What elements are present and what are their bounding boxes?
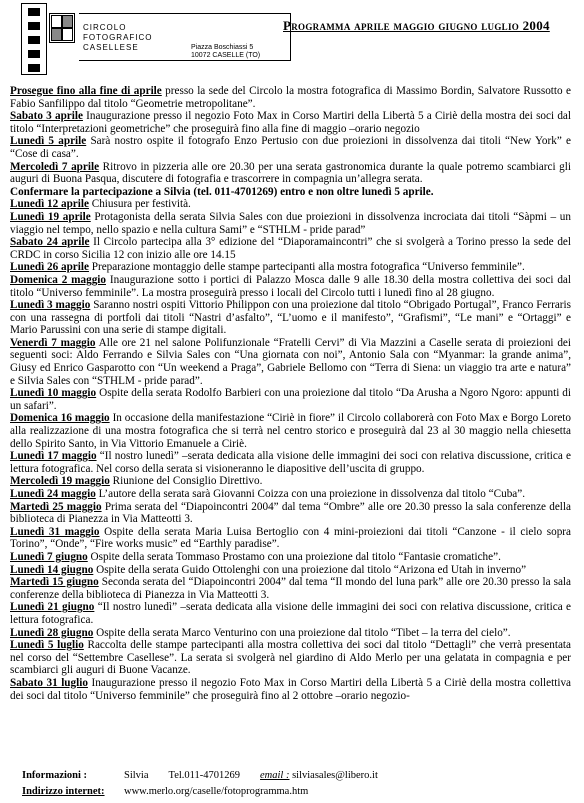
event-item <box>10 551 571 564</box>
crest-icon <box>49 13 75 43</box>
event-item <box>10 501 571 526</box>
event-description: presso la sede del Circolo la mostra fotografica di Massimo Bordin, Salvatore Russotto e Fabio Sanfilippo dal titolo “Geometrie metropolitane”. <box>10 85 571 110</box>
event-description: Ospite della serata Marco Venturino con una proiezione dal titolo “Tibet – la terra del cielo”. <box>93 626 511 639</box>
contact-name: Silvia <box>124 770 149 781</box>
event-item <box>10 627 571 640</box>
event-date: Venerdì 7 maggio <box>10 336 96 349</box>
event-note: Confermare la partecipazione a Silvia (tel. 011-4701269) entro e non oltre lunedì 5 aprile. <box>10 185 434 198</box>
event-description: Ospite della serata Tommaso Prostamo con una proiezione dal titolo “Fantasie cromatiche”. <box>87 550 501 563</box>
email-label: email : <box>260 770 290 781</box>
event-item <box>10 526 571 551</box>
email-link[interactable]: silviasales@libero.it <box>292 770 378 781</box>
event-description: Saranno nostri ospiti Vittorio Philippon con una proiezione dal titolo “Obrigado Portugal”, Franco Ferraris con una rassegna di portfoli dai titoli “Nastri d’asfalto”, “L’uomo e il manifesto”, “Grafismi”, “Le mani” e “Ortaggi” e Mario Parussini con una serie di stampe digitali. <box>10 299 571 337</box>
event-description: Ospite della serata Maria Luisa Bertoglio con 4 mini-proiezioni dai titoli “Canzone - il cielo sopra Torino”, “Onde”, “Fire works music” ed “Earthly paradise”. <box>10 525 571 551</box>
event-description: Prima serata del “Diapoincontri 2004” dal tema “Ombre” alle ore 20.30 presso la sala conferenze della biblioteca di Pianezza in Via Matteotti 3. <box>10 500 571 526</box>
event-description: Inaugurazione presso il negozio Foto Max in Corso Martiri della Libertà 5 a Ciriè della mostra dei soci dal titolo “Interpretazioni geometriche” che proseguirà fino alla fine di maggio –orario negozio <box>10 110 571 135</box>
event-item <box>10 198 571 211</box>
event-item <box>10 299 571 337</box>
web-line <box>22 784 562 800</box>
club-logo <box>21 3 283 75</box>
event-item <box>10 488 571 501</box>
page-header <box>0 0 584 80</box>
event-description: Protagonista della serata Silvia Sales con due proiezioni in dissolvenza incrociata dai titoli “Sàpmi – un viaggio nel tempo, nello spazio e nella cultura Sami” e “STHLM - pride parad” <box>10 210 571 236</box>
contact-footer <box>22 768 562 800</box>
event-description: Ritrovo in pizzeria alle ore 20.30 per una serata gastronomica durante la quale potremo scambiarci gli auguri di Buona Pasqua, discutere di fotografia e trascorrere in compagnia un’allegra serata. <box>10 160 571 186</box>
event-date: Lunedì 26 aprile <box>10 261 89 274</box>
event-date: Mercoledì 7 aprile <box>10 160 100 173</box>
event-description: Riunione del Consiglio Direttivo. <box>109 475 263 488</box>
event-item <box>10 110 571 135</box>
event-item <box>10 412 571 450</box>
event-item <box>10 211 571 236</box>
event-date: Sabato 31 luglio <box>10 676 88 689</box>
contact-phone: Tel.011-4701269 <box>168 770 241 781</box>
event-description: Chiusura per festività. <box>88 198 191 211</box>
event-date: Lunedì 5 luglio <box>10 639 84 652</box>
info-line <box>22 768 562 784</box>
event-date: Sabato 24 aprile <box>10 236 90 249</box>
event-description: Il Circolo partecipa alla 3° edizione del “Diaporamaincontri” che si svolgerà a Torino presso la sede del CRDC in corso Sicilia 12 con inizio alle ore 14.15 <box>10 236 571 261</box>
event-description: Seconda serata del “Diapoincontri 2004” dal tema “Il mondo del luna park” alle ore 20.30 presso la sala conferenze della biblioteca di Pianezza in Via Matteotti 3. <box>10 576 571 601</box>
event-date: Martedì 15 giugno <box>10 576 99 589</box>
event-item <box>10 639 571 677</box>
event-description: Preparazione montaggio delle stampe partecipanti alla mostra fotografica “Universo femminile”. <box>88 261 525 274</box>
event-item <box>10 161 571 199</box>
event-date: Lunedì 3 maggio <box>10 299 91 312</box>
event-item <box>10 85 571 110</box>
event-item <box>10 450 571 475</box>
film-strip-icon <box>21 3 47 75</box>
event-description: Alle ore 21 nel salone Polifunzionale “Fratelli Cervi” di Via Mazzini a Caselle serata di proiezioni dei seguenti soci: Aldo Ferrando e Silvia Sales con “Una giornata con noi”, Antonio Sala con “Myanmar: la grande anima”, Giusy ed Enrico Gasparotto con “Un weekend a Praga”, Gabriele Bellomo con “Terra di Siena: un viaggio tra arte e natura” e Silvia Sales con “STHLM - pride parad”. <box>10 336 571 387</box>
event-item <box>10 576 571 601</box>
event-description: L’autore della serata sarà Giovanni Coizza con una proiezione in dissolvenza dal titolo “Cuba”. <box>95 488 526 500</box>
event-date: Lunedì 14 giugno <box>10 563 94 576</box>
event-date: Lunedì 24 maggio <box>10 488 96 500</box>
event-date: Lunedì 7 giugno <box>10 550 88 563</box>
event-item <box>10 135 571 160</box>
event-date: Martedì 25 maggio <box>10 500 102 513</box>
page-title: Programma aprile maggio giugno luglio 2004 <box>283 18 550 33</box>
event-date: Lunedì 28 giugno <box>10 626 94 639</box>
event-date: Lunedì 31 maggio <box>10 525 100 538</box>
event-date: Prosegue fino alla fine di aprile <box>10 85 162 97</box>
event-date: Lunedì 5 aprile <box>10 135 87 148</box>
event-date: Mercoledì 19 maggio <box>10 475 110 488</box>
event-list <box>10 85 571 702</box>
event-item <box>10 601 571 626</box>
event-item <box>10 274 571 299</box>
info-label: Informazioni : <box>22 770 88 781</box>
event-date: Sabato 3 aprile <box>10 110 83 123</box>
event-description: “Il nostro lunedì” –serata dedicata alla visione delle immagini dei soci con relativa discussione, critica e lettura fotografica. Nel corso della serata si visioneranno le diapositive dell’uscita di gruppo. <box>10 450 571 475</box>
event-item <box>10 387 571 412</box>
event-date: Lunedì 17 maggio <box>10 450 97 463</box>
event-item <box>10 236 571 261</box>
event-description: Ospite della serata Guido Ottolenghi con una proiezione dal titolo “Arizona ed Utah in inverno” <box>93 563 527 576</box>
event-item <box>10 564 571 577</box>
event-description: Inaugurazione sotto i portici di Palazzo Mosca dalle 9 alle 18.30 della mostra collettiva dei soci dal titolo “Universo femminile”. La mostra proseguirà presso i locali del Circolo tutti i lunedì fino al 28 giugno. <box>10 273 571 299</box>
event-item <box>10 677 571 702</box>
event-description: Raccolta delle stampe partecipanti alla mostra collettiva dei soci dal titolo “Dettagli” che verrà presentata nel corso del “Settembre Casellese”. La serata si svolgerà nel giardino di Aldo Merlo per una gelatata in compagnia e per scambiarci gli auguri di Buone Vacanze. <box>10 639 571 677</box>
web-label: Indirizzo internet: <box>22 786 105 797</box>
event-description: Sarà nostro ospite il fotografo Enzo Pertusio con due proiezioni in dissolvenza dai titoli “New York” e “Cose di casa”. <box>10 135 571 160</box>
event-description: “Il nostro lunedì” –serata dedicata alla visione delle immagini dei soci con relativa discussione, critica e lettura fotografica. <box>10 601 571 626</box>
event-date: Lunedì 10 maggio <box>10 387 97 400</box>
event-date: Domenica 16 maggio <box>10 412 110 425</box>
event-description: In occasione della manifestazione “Ciriè in fiore” il Circolo collaborerà con Foto Max e Borgo Loreto alla realizzazione di una mostra fotografica che si terrà nel centro storico e proseguirà dal 23 al 30 maggio nella chiesetta dello Spirito Santo, in Via Vittorio Emanuele a Ciriè. <box>10 412 571 450</box>
club-address: Piazza Boschiassi 5 10072 CASELLE (TO) <box>191 44 261 59</box>
web-link[interactable]: www.merlo.org/caselle/fotoprogramma.htm <box>124 786 309 797</box>
event-description: Ospite della serata Rodolfo Barbieri con una proiezione dal titolo “Da Arusha a Ngoro Ngoro: appunti di un safari”. <box>10 387 571 412</box>
event-description: Inaugurazione presso il negozio Foto Max in Corso Martiri della Libertà 5 a Ciriè della mostra collettiva dei soci dal titolo “Universo femminile” che proseguirà fino al 2 ottobre –orario negozio- <box>10 676 572 702</box>
event-date: Lunedì 19 aprile <box>10 210 91 223</box>
event-date: Domenica 2 maggio <box>10 273 106 286</box>
club-name: CIRCOLO FOTOGRAFICO CASELLESE <box>83 23 153 52</box>
event-date: Lunedì 12 aprile <box>10 198 89 211</box>
event-item <box>10 337 571 387</box>
event-date: Lunedì 21 giugno <box>10 601 95 614</box>
event-item <box>10 475 571 488</box>
event-item <box>10 261 571 274</box>
